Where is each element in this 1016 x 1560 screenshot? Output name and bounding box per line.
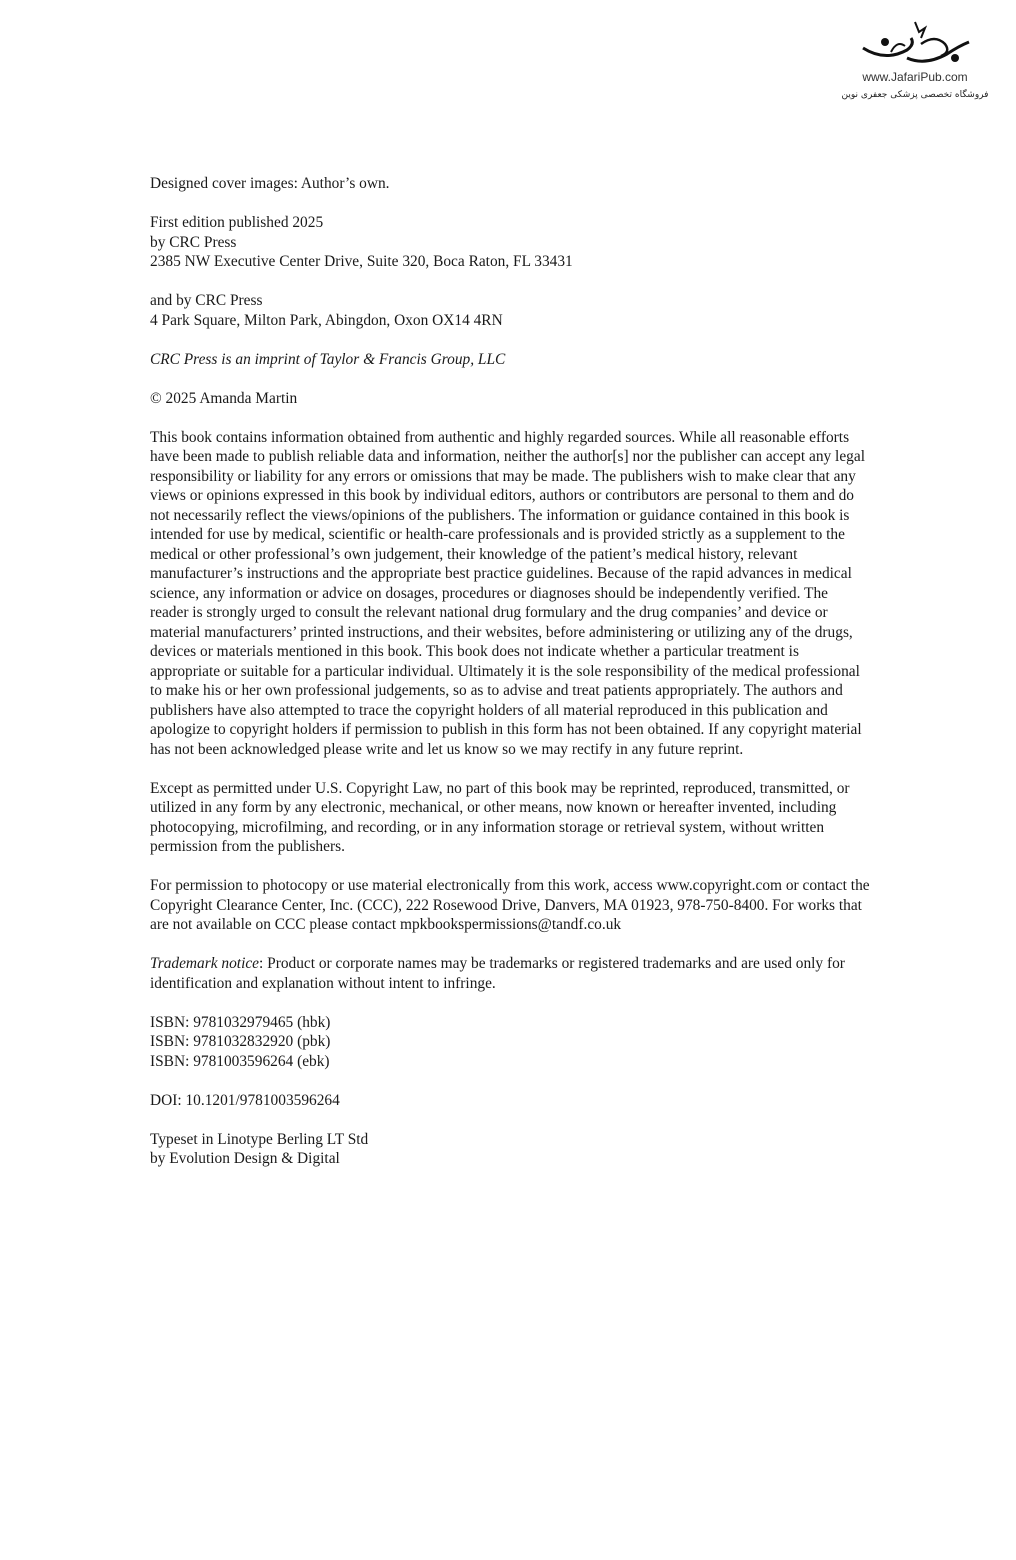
trademark-text: : Product or corporate names may be trademarks or registered trademarks and are used only for identification and explanation without intent to infringe.	[150, 955, 845, 992]
second-publisher-address: 4 Park Square, Milton Park, Abingdon, Oxon OX14 4RN	[150, 311, 503, 329]
publisher-logo	[840, 18, 990, 118]
copyright-content	[150, 174, 870, 1188]
typeset-font: Typeset in Linotype Berling LT Std	[150, 1130, 369, 1148]
isbn-pbk: ISBN: 9781032832920 (pbk)	[150, 1033, 331, 1050]
publisher-address: 2385 NW Executive Center Drive, Suite 320, Boca Raton, FL 33431	[150, 253, 573, 270]
isbn-block	[150, 1013, 870, 1072]
permissions-paragraph: For permission to photocopy or use material electronically from this work, access www.copyright.com or contact the Copyright Clearance Center, Inc. (CCC), 222 Rosewood Drive, Danvers, MA 01923, 978-750-8400. For works that are not available on CCC please contact mpkbookspermissions@tandf.co.uk	[150, 877, 870, 933]
isbn-ebk: ISBN: 9781003596264 (ebk)	[150, 1052, 330, 1070]
copyright-law-paragraph: Except as permitted under U.S. Copyright Law, no part of this book may be reprinted, reproduced, transmitted, or utilized in any form by any electronic, mechanical, or other means, now known or hereafter invented, including photocopying, microfilming, and recording, or in any information storage or retrieval system, without written permission from the publishers.	[150, 779, 850, 855]
edition-line: First edition published 2025	[150, 214, 324, 231]
doi: DOI: 10.1201/9781003596264	[150, 1091, 340, 1109]
copyright-notice: © 2025 Amanda Martin	[150, 389, 298, 407]
disclaimer-paragraph: This book contains information obtained from authentic and highly regarded sources. While all reasonable efforts have been made to publish reliable data and information, neither the author[s] nor the publisher can accept any legal responsibility or liability for any errors or omissions that may be made. The publishers wish to make clear that any views or opinions expressed in this book by individual editors, authors or contributors are personal to them and do not necessarily reflect the views/opinions of the publishers. The information or guidance contained in this book is intended for use by medical, scientific or health-care professionals and is provided strictly as a supplement to the medical or other professional’s own judgement, their knowledge of the patient’s medical history, relevant manufacturer’s instructions and the appropriate best practice guidelines. Because of the rapid advances in medical science, any information or advice on dosages, procedures or diagnoses should be independently verified. The reader is strongly urged to consult the relevant national drug formulary and the drug companies’ and device or material manufacturers’ printed instructions, and their websites, before administering or utilizing any of the drugs, devices or materials mentioned in this book. This book does not indicate whether a particular treatment is appropriate or suitable for a particular individual. Ultimately it is the sole responsibility of the medical professional to make his or her own professional judgements, so as to advise and treat patients appropriately. The authors and publishers have also attempted to trace the copyright holders of all material reproduced in this publication and apologize to copyright holders if permission to publish in this form has not been obtained. If any copyright material has not been acknowledged please write and let us know so we may rectify in any future reprint.	[150, 428, 865, 758]
second-publisher-block	[150, 291, 870, 330]
trademark-label: Trademark notice	[150, 955, 260, 972]
typeset-block	[150, 1130, 870, 1169]
logo-tagline: فروشگاه تخصصی پزشکی جعفری نوین	[841, 90, 989, 100]
calligraphy-logo-icon	[855, 18, 975, 70]
typeset-by: by Evolution Design & Digital	[150, 1150, 340, 1167]
imprint-notice: CRC Press is an imprint of Taylor & Francis Group, LLC	[150, 350, 506, 368]
cover-credit: Designed cover images: Author’s own.	[150, 175, 390, 192]
edition-block	[150, 213, 870, 272]
isbn-hbk: ISBN: 9781032979465 (hbk)	[150, 1013, 331, 1031]
second-publisher-line: and by CRC Press	[150, 292, 263, 309]
trademark-paragraph	[150, 954, 870, 993]
logo-url: www.JafariPub.com	[862, 70, 968, 84]
publisher-line: by CRC Press	[150, 233, 237, 251]
